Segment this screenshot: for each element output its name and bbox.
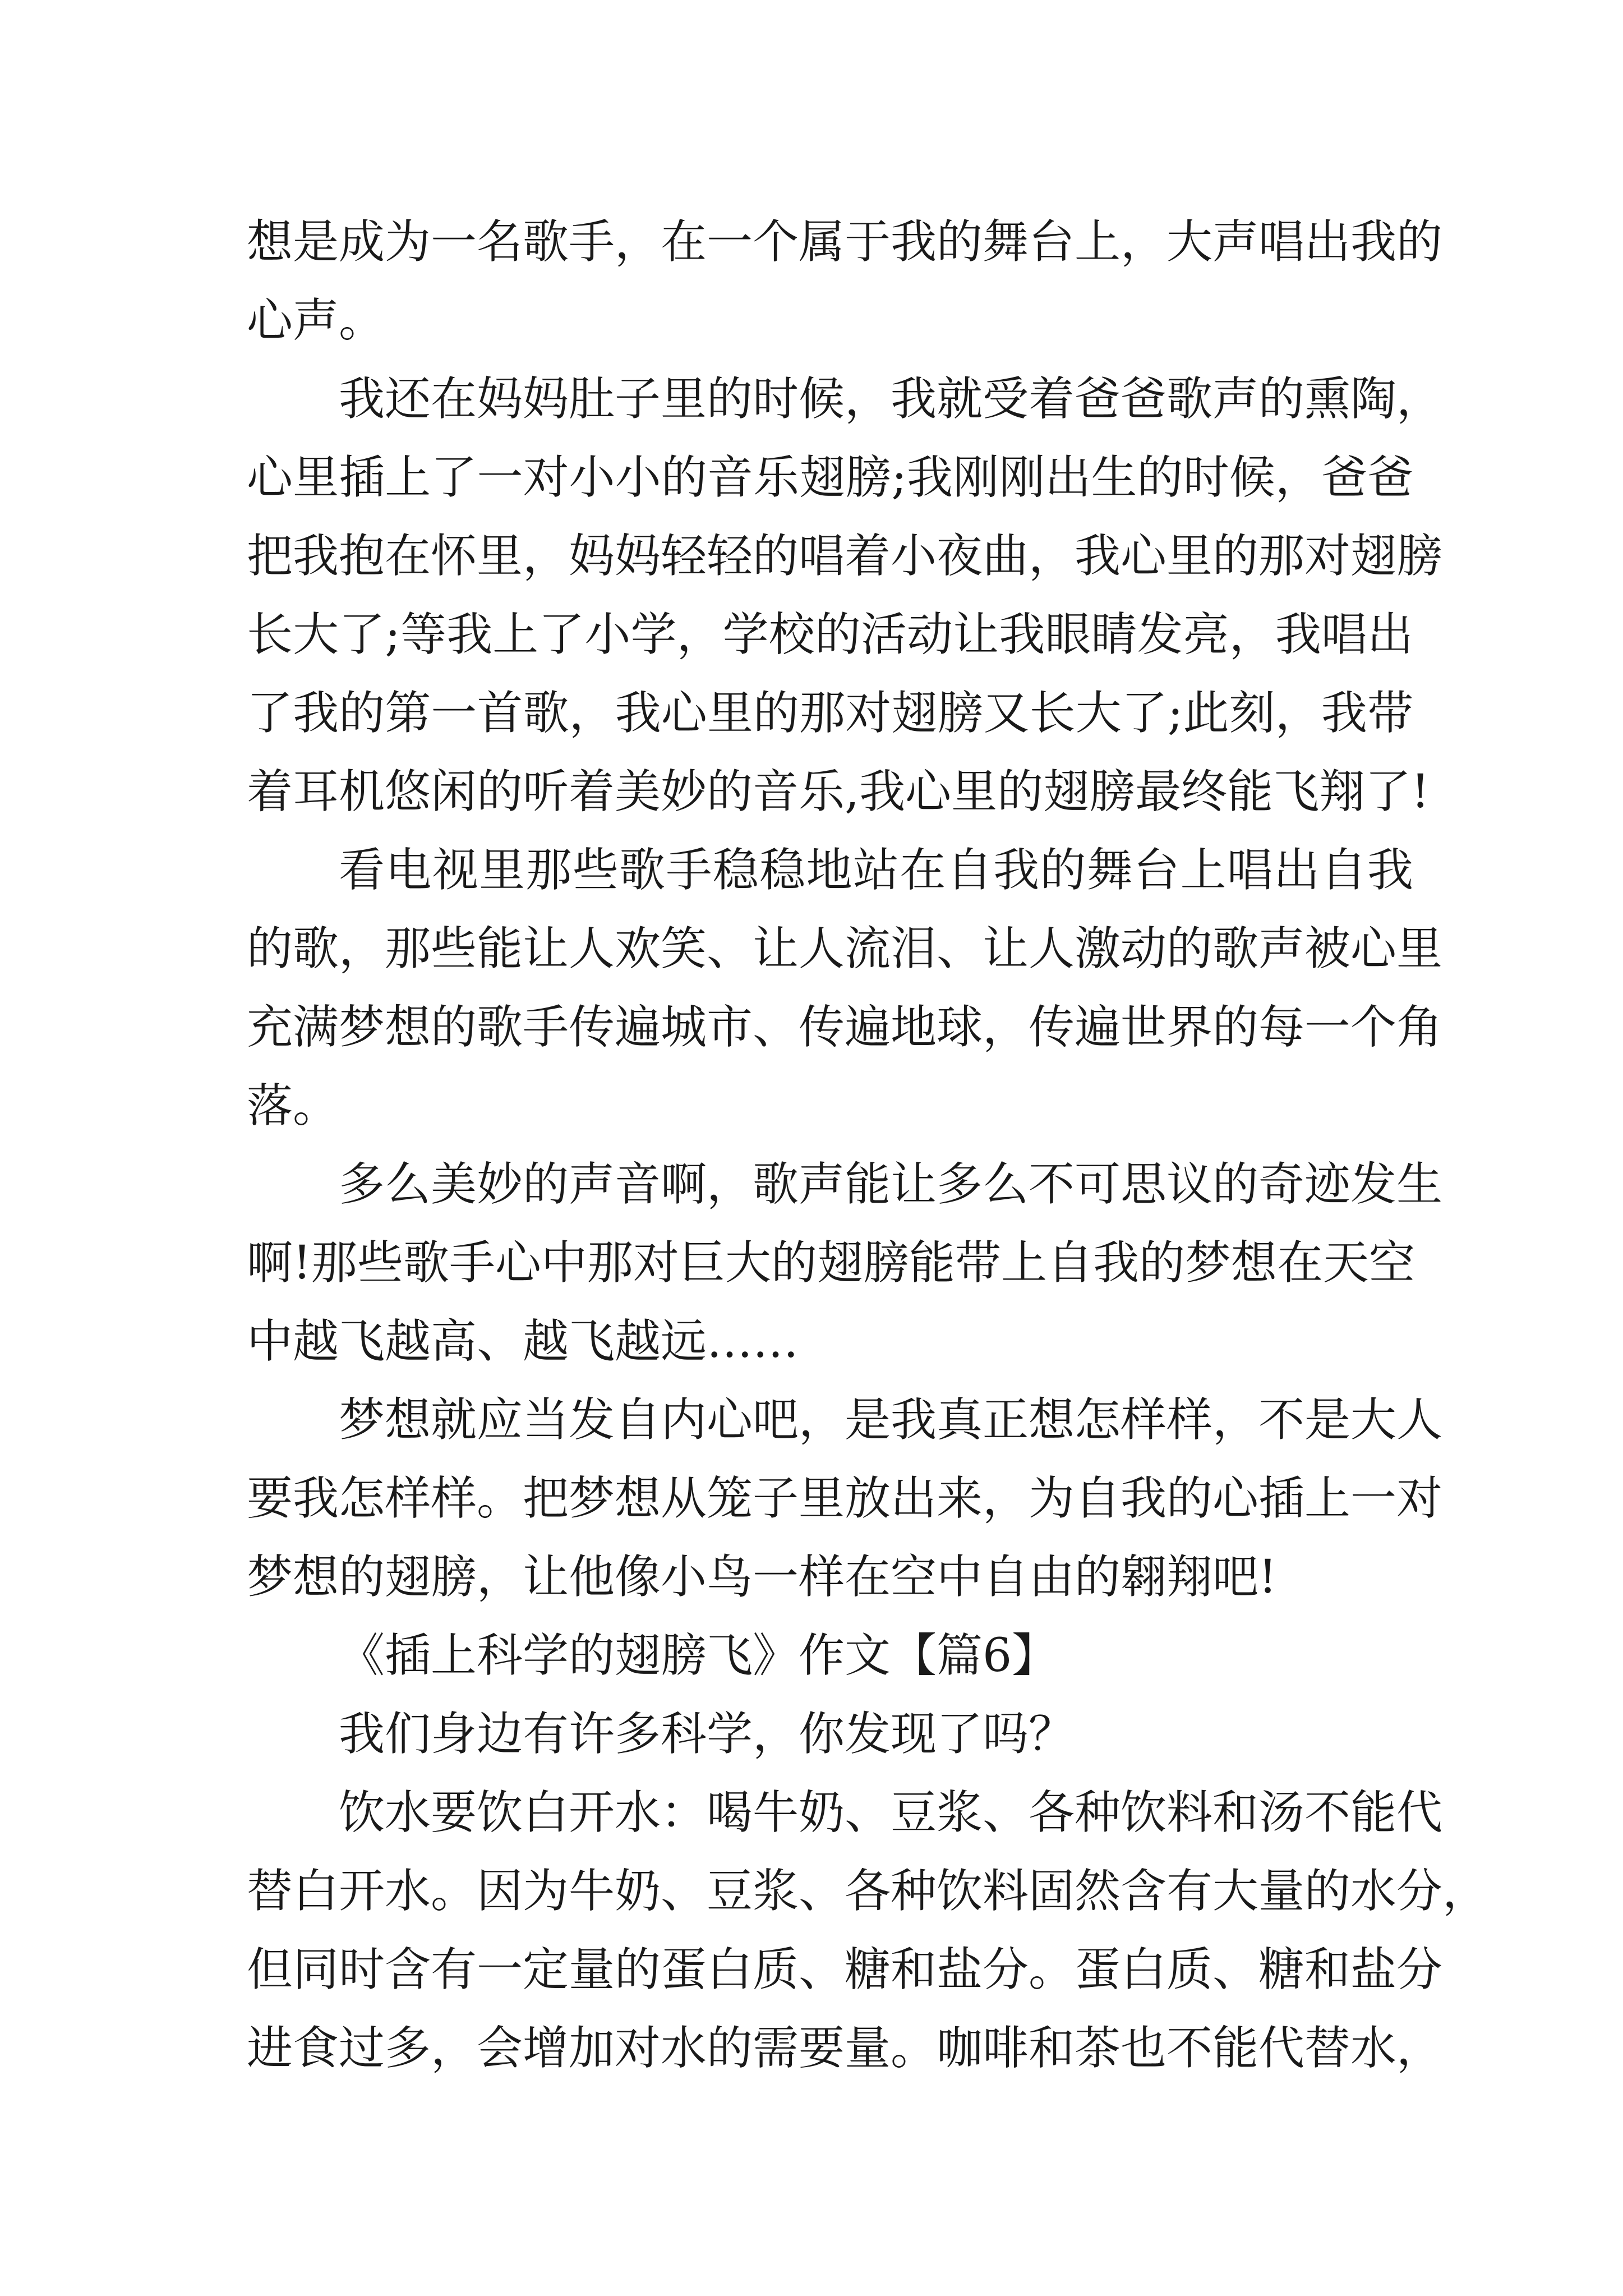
- text-line: 我还在妈妈肚子里的时候，我就受着爸爸歌声的熏陶，: [339, 372, 1443, 426]
- text-line: 心声。: [247, 294, 385, 347]
- section-heading: 《插上科学的翅膀飞》作文【篇6】: [339, 1629, 1058, 1682]
- text-line: 的歌，那些能让人欢笑、让人流泪、让人激动的歌声被心里: [247, 922, 1443, 976]
- text-line: 进食过多，会增加对水的需要量。咖啡和茶也不能代替水，: [247, 2022, 1443, 2075]
- text-line: 但同时含有一定量的蛋白质、糖和盐分。蛋白质、糖和盐分: [247, 1943, 1443, 1996]
- text-line: 把我抱在怀里，妈妈轻轻的唱着小夜曲，我心里的那对翅膀: [247, 530, 1443, 583]
- text-line: 中越飞越高、越飞越远……: [247, 1315, 799, 1368]
- text-line: 长大了;等我上了小学，学校的活动让我眼睛发亮，我唱出: [247, 608, 1413, 661]
- text-line: 梦想的翅膀，让他像小鸟一样在空中自由的翱翔吧!: [247, 1550, 1277, 1604]
- text-line: 我们身边有许多科学，你发现了吗？: [339, 1708, 1075, 1761]
- text-line: 了我的第一首歌，我心里的那对翅膀又长大了;此刻，我带: [247, 687, 1413, 740]
- text-line: 多么美妙的声音啊，歌声能让多么不可思议的奇迹发生: [339, 1158, 1443, 1211]
- text-line: 充满梦想的歌手传遍城市、传遍地球，传遍世界的每一个角: [247, 1001, 1443, 1054]
- text-line: 饮水要饮白开水：喝牛奶、豆浆、各种饮料和汤不能代: [339, 1786, 1443, 1839]
- text-line: 落。: [247, 1079, 339, 1133]
- text-line: 梦想就应当发自内心吧，是我真正想怎样样，不是大人: [339, 1393, 1443, 1447]
- text-line: 看电视里那些歌手稳稳地站在自我的舞台上唱出自我: [339, 844, 1413, 897]
- text-line: 啊!那些歌手心中那对巨大的翅膀能带上自我的梦想在天空: [247, 1236, 1415, 1290]
- text-line: 想是成为一名歌手，在一个属于我的舞台上，大声唱出我的: [247, 215, 1443, 269]
- text-line: 着耳机悠闲的听着美妙的音乐,我心里的翅膀最终能飞翔了!: [247, 765, 1430, 818]
- document-body: [247, 203, 1489, 2088]
- text-line: 要我怎样样。把梦想从笼子里放出来，为自我的心插上一对: [247, 1472, 1443, 1525]
- text-line: 替白开水。因为牛奶、豆浆、各种饮料固然含有大量的水分，: [247, 1865, 1489, 1918]
- text-line: 心里插上了一对小小的音乐翅膀;我刚刚出生的时候，爸爸: [247, 451, 1413, 504]
